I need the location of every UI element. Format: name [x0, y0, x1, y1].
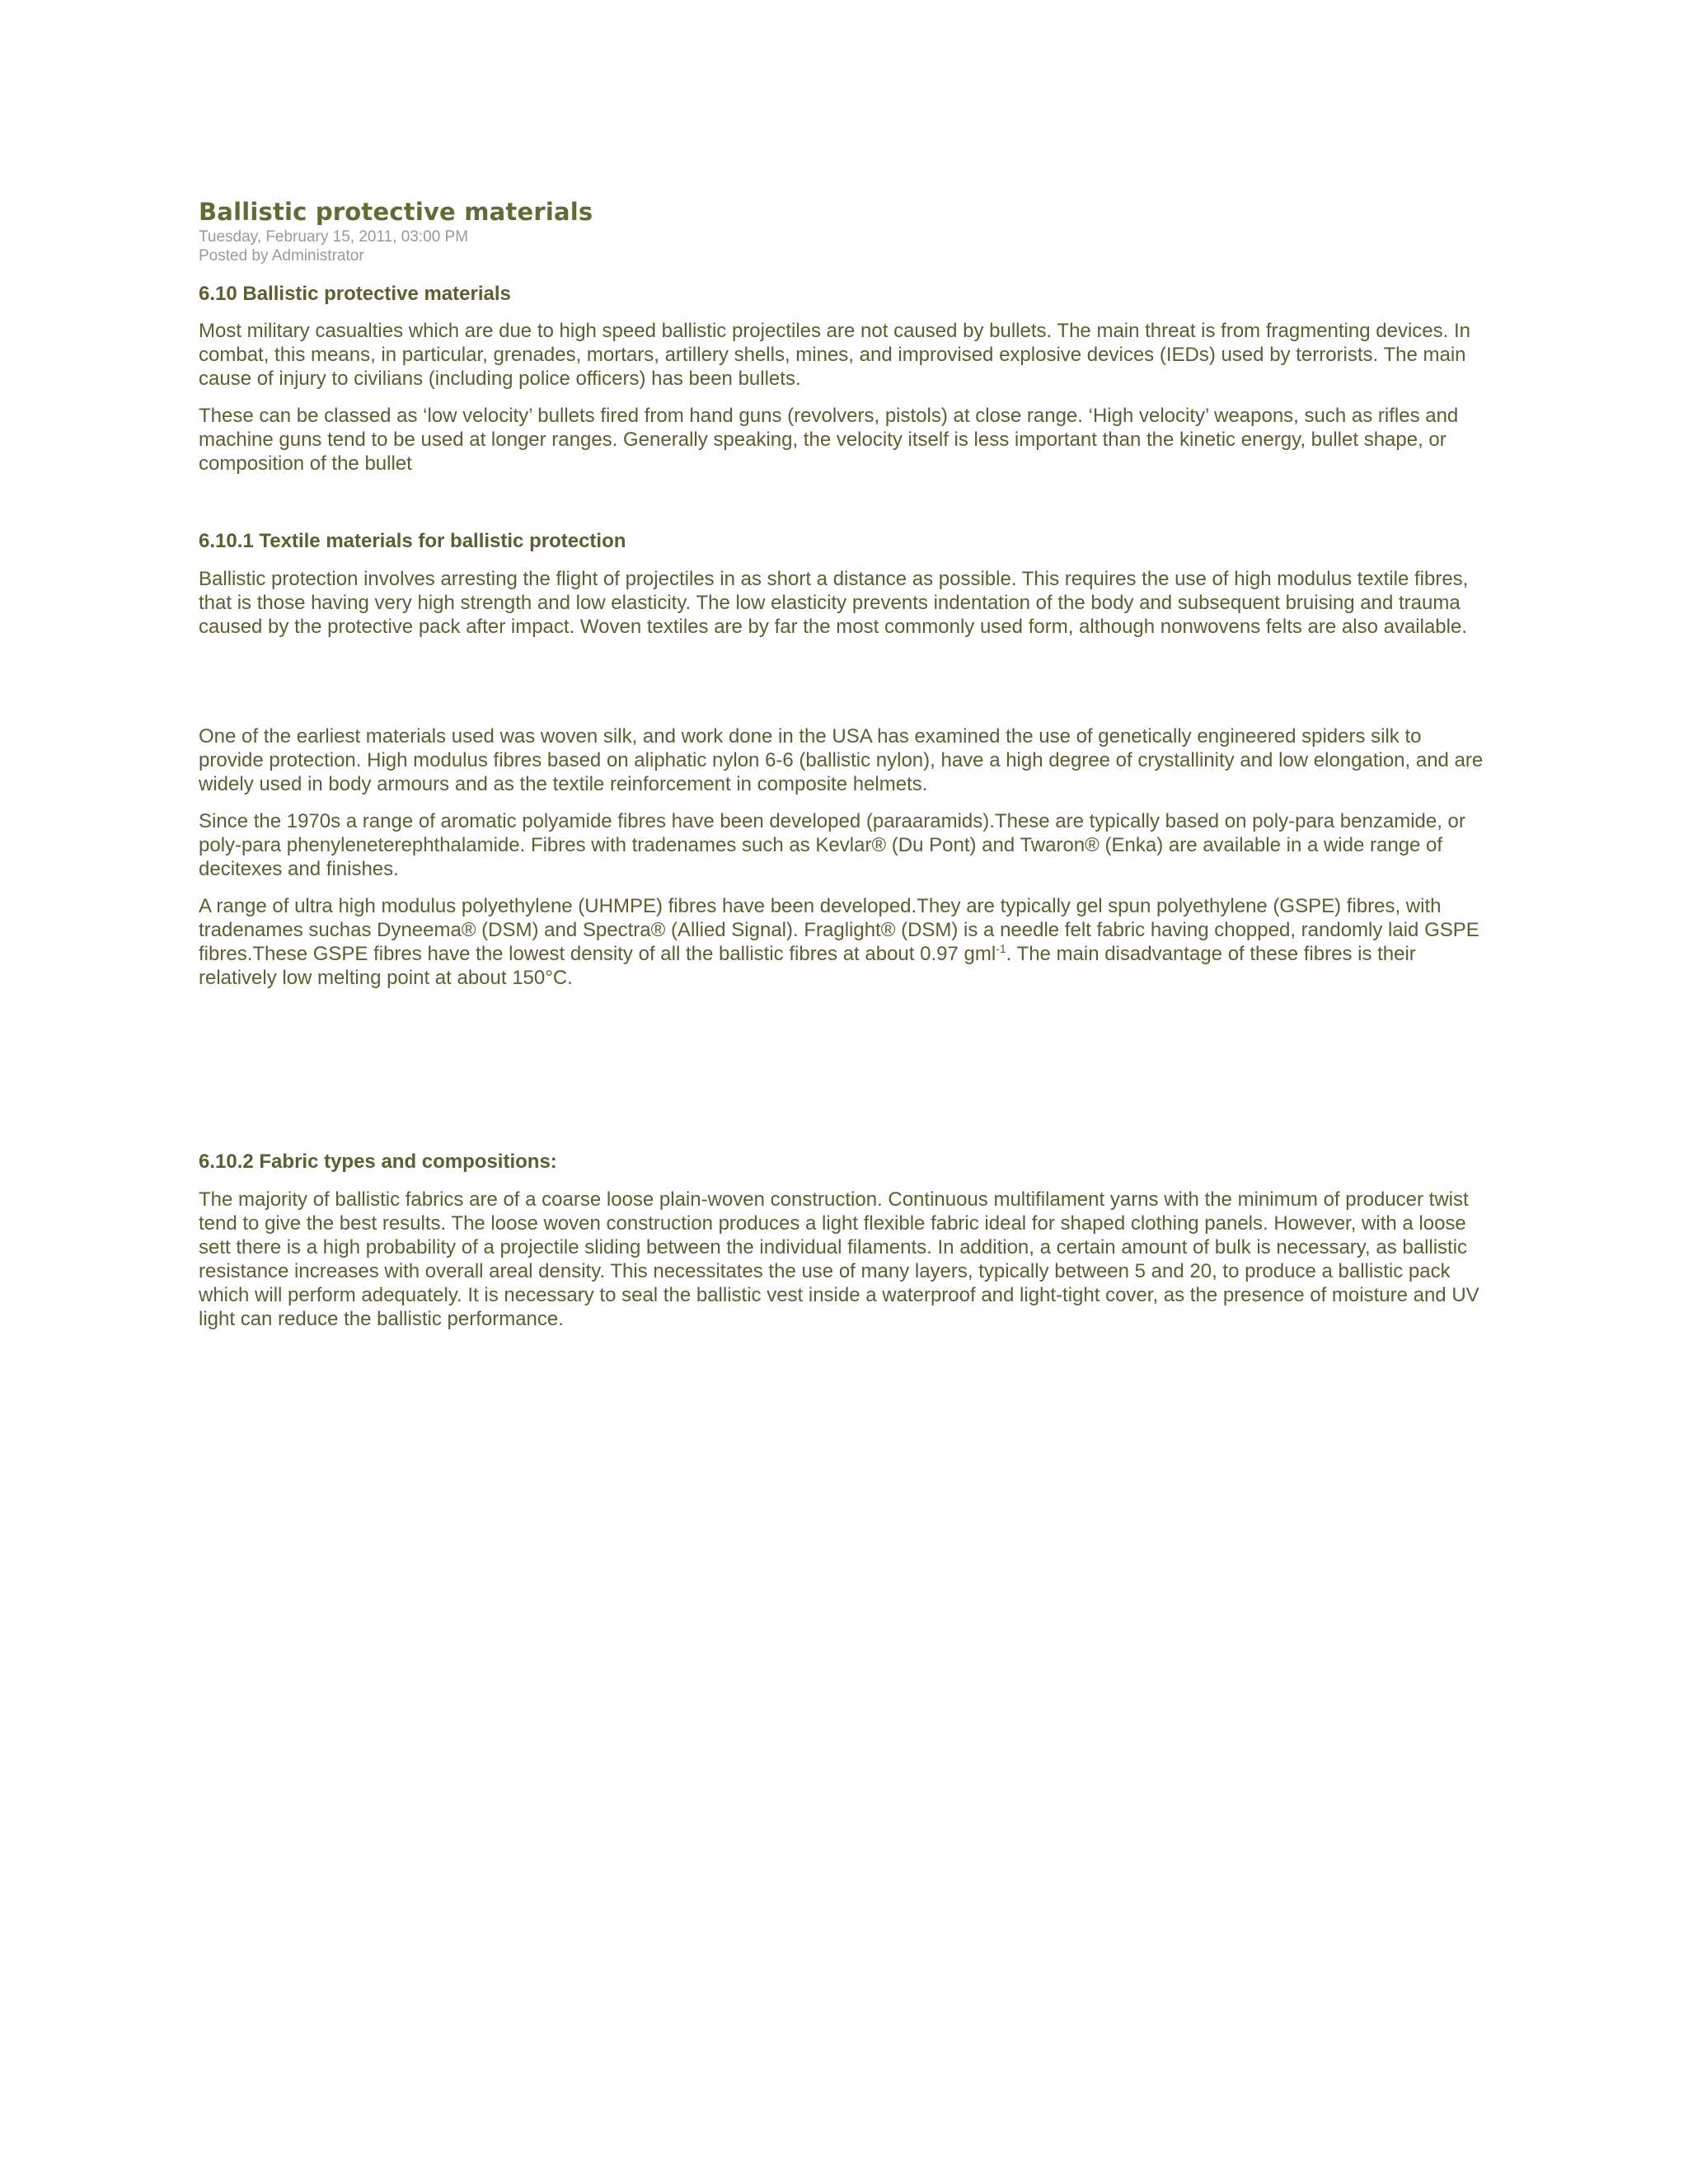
article: [199, 196, 1489, 1331]
section-heading-6-10-1: 6.10.1 Textile materials for ballistic protection: [199, 530, 626, 552]
paragraph-text: . The main disadvantage of these fibres is their relatively low melting point at about 150°C.: [199, 943, 1416, 989]
paragraph-text: A range of ultra high modulus polyethylene (UHMPE) fibres have been developed.They are typically gel spun polyethylene (GSPE) fibres, with tradenames suchas Dyneema® (DSM) and Spectra® (Allied Signal). Fraglight® (DSM) is a needle felt fabric having chopped, randomly laid GSPE fibres.These GSPE fibres have the lowest density of all the ballistic fibres at about 0.97 gml: [199, 895, 1479, 965]
section-heading-6-10: 6.10 Ballistic protective materials: [199, 283, 511, 305]
post-title: Ballistic protective materials: [199, 198, 593, 226]
paragraph: [199, 894, 1489, 990]
paragraph: Since the 1970s a range of aromatic polyamide fibres have been developed (paraaramids).These are typically based on poly-para benzamide, or poly-para phenyleneterephthalamide. Fibres with tradenames such as Kevlar® (Du Pont) and Twaron® (Enka) are available in a wide range of decitexes and finishes.: [199, 810, 1465, 880]
post-date: Tuesday, February 15, 2011, 03:00 PM: [199, 228, 469, 246]
section-heading-6-10-2: 6.10.2 Fabric types and compositions:: [199, 1151, 557, 1173]
post-author: Posted by Administrator: [199, 247, 364, 265]
paragraph: The majority of ballistic fabrics are of a coarse loose plain-woven construction. Continuous multifilament yarns with the minimum of producer twist tend to give the best results. The loose woven construction produces a light flexible fabric ideal for shaped clothing panels. However, with a loose sett there is a high probability of a projectile sliding between the individual filaments. In addition, a certain amount of bulk is necessary, as ballistic resistance increases with overall areal density. This necessitates the use of many layers, typically between 5 and 20, to produce a ballistic pack which will perform adequately. It is necessary to seal the ballistic vest inside a waterproof and light-tight cover, as the presence of moisture and UV light can reduce the ballistic performance.: [199, 1188, 1479, 1330]
paragraph: These can be classed as ‘low velocity’ bullets fired from hand guns (revolvers, pistols) at close range. ‘High velocity’ weapons, such as rifles and machine guns tend to be used at longer ranges. Generally speaking, the velocity itself is less important than the kinetic energy, bullet shape, or composition of the bullet: [199, 405, 1459, 475]
superscript: -1: [996, 942, 1006, 955]
paragraph: Ballistic protection involves arresting the flight of projectiles in as short a distance as possible. This requires the use of high modulus textile fibres, that is those having very high strength and low elasticity. The low elasticity prevents indentation of the body and subsequent bruising and trauma caused by the protective pack after impact. Woven textiles are by far the most commonly used form, although nonwovens felts are also available.: [199, 568, 1469, 638]
paragraph: One of the earliest materials used was woven silk, and work done in the USA has examined the use of genetically engineered spiders silk to provide protection. High modulus fibres based on aliphatic nylon 6-6 (ballistic nylon), have a high degree of crystallinity and low elongation, and are widely used in body armours and as the textile reinforcement in composite helmets.: [199, 725, 1484, 795]
paragraph: Most military casualties which are due to high speed ballistic projectiles are not caused by bullets. The main threat is from fragmenting devices. In combat, this means, in particular, grenades, mortars, artillery shells, mines, and improvised explosive devices (IEDs) used by terrorists. The main cause of injury to civilians (including police officers) has been bullets.: [199, 320, 1470, 390]
